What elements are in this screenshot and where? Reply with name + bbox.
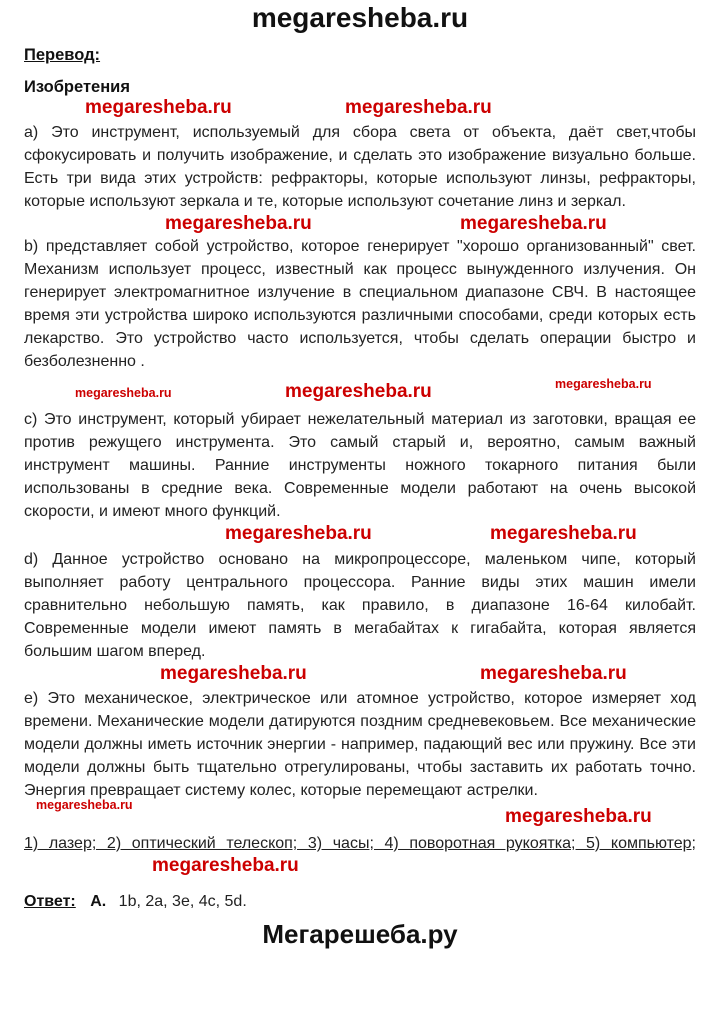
watermark-row — [24, 806, 696, 828]
paragraph-b-text: b) представляет собой устройство, которое генерирует "хорошо организованный" свет. Механизм использует процесс, известный как процесс вынужденного излучения. Он генерирует электромагнитное излучение в специальном диапазоне СВЧ. В настоящее время эти устройства широко используются различными способами, среди которых есть лекарство. Это устройство часто используется, чтобы сделать операции быстро и безболезненно . — [24, 238, 696, 370]
paragraph-e-text: e) Это механическое, электрическое или атомное устройство, которое измеряет ход времени. Механические модели датируются поздним средневековьем. Все механические модели должны иметь источник энергии - например, падающий вес или пружину. Все эти модели должны быть тщательно отрегулированы, чтобы заставить их работать точно. Энергия превращает систему колес, которые перемещают астрелки. — [24, 690, 696, 799]
paragraph-b — [24, 235, 696, 391]
watermark: megaresheba.ru — [480, 663, 627, 684]
answer-line — [24, 892, 696, 911]
watermark: megaresheba.ru — [152, 855, 299, 876]
watermark-row — [24, 523, 696, 545]
watermark-row — [24, 381, 696, 403]
site-title-footer: Мегарешеба.ру — [262, 919, 458, 949]
answer-value: 1b, 2a, 3e, 4c, 5d. — [118, 893, 247, 910]
paragraph-e — [24, 687, 696, 812]
answer-variant: А. — [90, 893, 107, 910]
watermark-row — [24, 663, 696, 685]
answer-options-line — [24, 832, 696, 878]
paragraph-a: a) Это инструмент, используемый для сбора света от объекта, даёт свет,чтобы сфокусировать и получить изображение, и сделать это изображение визуально больше. Есть три вида этих устройств: рефракторы, которые используют линзы, рефракторы, которые используют зеркала и те, которые используют сочетание линз и зеркал. — [24, 124, 696, 210]
watermark: megaresheba.ru — [490, 523, 637, 544]
translation-label: Перевод: — [24, 46, 101, 64]
paragraph-d: d) Данное устройство основано на микропроцессоре, маленьком чипе, который выполняет работу центрального процессора. Ранние виды этих машин имели сравнительно небольшую память, как правило, в диапазоне 16-64 килобайт. Современные модели имеют память в мегабайтах к гигабайта, которая является большим шагом вперед. — [24, 551, 696, 660]
watermark: megaresheba.ru — [505, 806, 652, 827]
watermark: megaresheba.ru — [225, 523, 372, 544]
watermark-row — [24, 213, 696, 235]
site-title-header: megaresheba.ru — [251, 2, 469, 33]
answer-options-text: 1) лазер; 2) оптический телескоп; 3) часы; 4) поворотная рукоятка; 5) компьютер; — [24, 835, 696, 852]
watermark-row — [24, 97, 696, 119]
watermark: megaresheba.ru — [460, 213, 607, 234]
watermark: megaresheba.ru — [160, 663, 307, 684]
document-title: Изобретения — [24, 78, 130, 96]
paragraph-c: c) Это инструмент, который убирает нежелательный материал из заготовки, вращая ее против режущего инструмента. Это самый старый и, вероятно, самым важный инструмент машины. Ранние инструменты ножного токарного питания были использованы в средние века. Современные модели работают на очень высокой скорости, и имеют много функций. — [24, 411, 696, 520]
watermark: megaresheba.ru — [285, 381, 432, 402]
watermark: megaresheba.ru — [165, 213, 312, 234]
watermark: megaresheba.ru — [36, 798, 133, 812]
watermark: megaresheba.ru — [85, 97, 232, 118]
watermark: megaresheba.ru — [345, 97, 492, 118]
watermark: megaresheba.ru — [555, 377, 652, 391]
watermark: megaresheba.ru — [75, 386, 172, 400]
answer-label: Ответ: — [24, 893, 76, 910]
